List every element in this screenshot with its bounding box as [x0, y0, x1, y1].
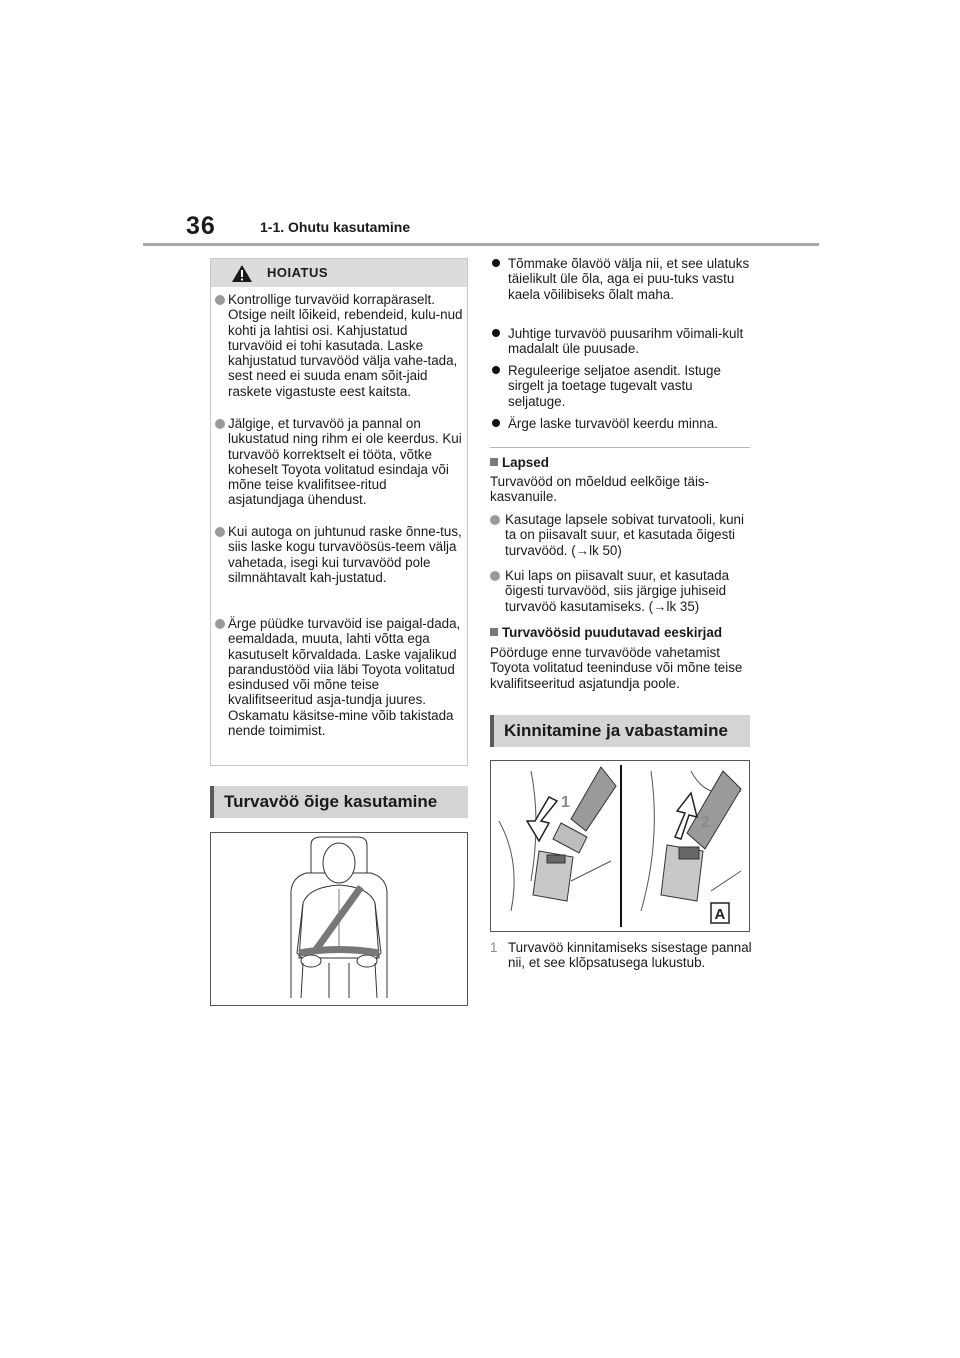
square-bullet-icon	[490, 458, 498, 466]
usage-bullet-text: Reguleerige seljatoe asendit. Istuge sirgelt ja toetage tugevalt vastu seljatuge.	[508, 363, 721, 409]
subheading-text: Lapsed	[502, 455, 549, 470]
bullet-dot	[215, 527, 225, 537]
warning-header	[211, 259, 467, 287]
usage-bullet	[490, 256, 752, 302]
step-text: Turvavöö kinnitamiseks sisestage pannal nii, et see klõpsatusega lukustub.	[508, 940, 752, 971]
usage-bullet	[490, 416, 752, 431]
bullet-dot	[215, 295, 225, 305]
warning-item	[215, 292, 465, 399]
callout-1: 1	[561, 794, 570, 811]
warning-item	[215, 416, 465, 508]
callout-A: A	[714, 906, 726, 923]
warning-item	[215, 616, 465, 738]
usage-bullet	[490, 326, 752, 357]
children-item-text: Kasutage lapsele sobivat turvatooli, kuni ta on piisavalt suur, et kasutada õigesti turvavööd. (→lk 50)	[505, 512, 744, 558]
usage-bullet-text: Ärge laske turvavööl keerdu minna.	[508, 416, 718, 431]
buckle-illustration	[490, 760, 750, 932]
subheading-text: Turvavöösid puudutavad eeskirjad	[502, 625, 723, 640]
children-item	[490, 512, 752, 558]
bullet-dot	[492, 366, 500, 374]
seatbelt-wearing-figure	[211, 833, 467, 1005]
children-intro: Turvavööd on mõeldud eelkõige täis-kasvanuile.	[490, 474, 710, 505]
callout-2: 2	[701, 814, 710, 831]
warning-triangle-icon	[231, 264, 253, 283]
bullet-dot	[490, 571, 500, 581]
header-divider	[143, 243, 819, 246]
bullet-dot	[492, 259, 500, 267]
warning-item	[215, 524, 465, 585]
warning-item-text: Kui autoga on juhtunud raske õnne-tus, siis laske kogu turvavöösüs-teem välja vahetada, isegi kui turvavööd pole silmnähtavalt kah-justatud.	[228, 524, 462, 585]
warning-item-text: Jälgige, et turvavöö ja pannal on lukustatud ning rihm ei ole keerdus. Kui turvavöö korrektselt ei tööta, võtke koheselt Toyota volitatud esindaja või mõne teise kvalifitsee-ritud asjatundjaga ühendust.	[228, 416, 462, 508]
subheading-regulations	[490, 625, 722, 640]
subheading-children	[490, 455, 549, 470]
bullet-dot	[492, 329, 500, 337]
step-item	[490, 940, 752, 971]
bullet-dot	[215, 619, 225, 629]
warning-item-text: Kontrollige turvavöid korrapäraselt. Otsige neilt lõikeid, rebendeid, kulu-nud kohti ja lahtisi osi. Kahjustatud turvavöid ei tohi kasutada. Laske kahjustatud turvavööd välja vahe-tada, sest need ei suuda enam sõit-jaid raskete vigastuste eest kaitsta.	[228, 292, 463, 399]
bullet-dot	[215, 419, 225, 429]
usage-bullet	[490, 363, 752, 409]
step-number: 1	[490, 940, 498, 955]
buckle-diagram	[491, 761, 749, 931]
section-heading-correct-use: Turvavöö õige kasutamine	[210, 786, 468, 818]
section-title: 1-1. Ohutu kasutamine	[260, 219, 411, 235]
usage-bullet-text: Tõmmake õlavöö välja nii, et see ulatuks täielikult üle õla, aga ei puu-tuks vastu kaela võilibiseks õlalt maha.	[508, 256, 750, 302]
children-item-text: Kui laps on piisavalt suur, et kasutada õigesti turvavööd, siis järgige juhiseid turvavöö kasutamiseks. (→lk 35)	[505, 568, 730, 614]
children-item	[490, 568, 752, 614]
warning-item-text: Ärge püüdke turvavöid ise paigal-dada, eemaldada, muuta, lahti võtta ega kasutuselt kõrvaldada. Laske vajalikud parandustööd viia läbi Toyota volitatud esindused või mõne teise kvalifitseeritud asja-tundja juures. Oskamatu käsitse-mine võib takistada nende toimimist.	[228, 616, 461, 739]
page-number: 36	[186, 212, 216, 240]
warning-box	[210, 258, 468, 766]
regulations-text: Pöörduge enne turvavööde vahetamist Toyota volitatud teeninduse või mõne teise kvalifitseeritud asjatundja poole.	[490, 645, 743, 691]
bullet-dot	[490, 515, 500, 525]
section-heading-attach: Kinnitamine ja vabastamine	[490, 715, 750, 747]
square-bullet-icon	[490, 628, 498, 636]
usage-bullet-text: Juhtige turvavöö puusarihm võimali-kult madalalt üle puusade.	[508, 326, 744, 357]
warning-title: HOIATUS	[267, 265, 329, 280]
section-divider	[490, 447, 750, 448]
seated-person-illustration	[210, 832, 468, 1006]
bullet-dot	[492, 419, 500, 427]
